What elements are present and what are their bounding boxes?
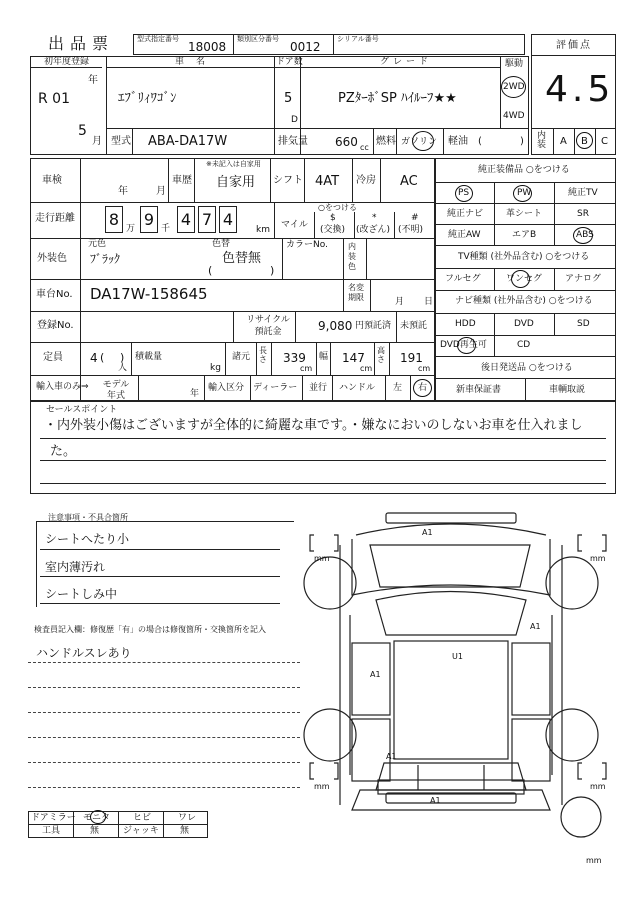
mm-label: mm (590, 782, 606, 791)
height-value: 191 (400, 351, 423, 365)
monitor-circle (90, 810, 106, 824)
fuel-paren-open: ( (478, 136, 482, 147)
registration-label: 登録No. (37, 320, 74, 331)
original-color-label: 元色 (88, 239, 107, 249)
sales-points-box (30, 401, 616, 494)
model-value: ABA-DA17W (148, 134, 228, 149)
equip-sr: SR (577, 209, 589, 219)
mileage-star: * (372, 213, 377, 223)
width-value: 147 (342, 351, 365, 365)
shift-value: 4AT (315, 174, 340, 189)
tv-oneseg: ワンセグ (506, 274, 543, 284)
repaint-paren-open: ( (208, 264, 213, 277)
sales-label: セールスポイント (46, 405, 118, 415)
mm-label: mm (590, 554, 606, 563)
equip-pw-circle (513, 185, 532, 202)
form-title: 出品票 (48, 34, 115, 53)
equip-navi: 純正ナビ (447, 209, 484, 219)
serial-label: シリアル番号 (337, 35, 379, 43)
category-value: 0012 (290, 40, 321, 54)
width-label: 幅 (319, 352, 329, 362)
tool-label: 工具 (42, 826, 61, 836)
navi-cd: CD (517, 340, 531, 350)
navi-dvd-play-circle (457, 337, 476, 354)
first-reg-month: 5 (78, 123, 87, 139)
load-unit: kg (210, 363, 221, 373)
repaint-label: 色替 (212, 239, 231, 249)
title-change-day: 日 (424, 297, 434, 307)
break-header: ワレ (178, 813, 197, 823)
capacity-paren-open: ( (100, 351, 105, 364)
color-no-label: カラーNo. (286, 240, 328, 250)
handle-right: 右 (418, 383, 428, 393)
tv-oneseg-circle (511, 270, 530, 288)
displacement-unit: cc (360, 143, 369, 152)
equip-abs-circle (573, 227, 593, 244)
length-label: 長さ (259, 346, 267, 364)
exterior-color-label: 外装色 (37, 253, 67, 264)
mm-label: mm (314, 554, 330, 563)
title-change-label: 名変期限 (348, 283, 364, 302)
equip-airbag: エアB (512, 230, 537, 240)
load-label: 積載量 (135, 352, 163, 362)
post-manual: 車輌取説 (549, 385, 586, 395)
model-cert-label: 型式指定番号 (137, 35, 179, 43)
chassis-value: DA17W-158645 (90, 285, 208, 303)
note-item: 室内薄汚れ (45, 560, 106, 574)
chassis-label: 車台No. (36, 289, 73, 300)
title-change-month: 月 (395, 297, 405, 307)
fuel-label: 燃料 (376, 136, 396, 147)
equipment-title: 純正装備品 ○をつける (478, 165, 570, 175)
model-label: 型式 (111, 136, 131, 147)
ac-label: 冷房 (356, 175, 376, 186)
mileage-hash: # (411, 213, 419, 223)
inspection-month-unit: 月 (156, 186, 166, 197)
recycle-paid: 円預託済 (355, 321, 392, 331)
tv-fullseg: フルセグ (445, 274, 481, 284)
sales-line-2: た。 (50, 444, 77, 459)
interior-c: C (601, 136, 608, 147)
grade-value: PZﾀｰﾎﾞSP ﾊｲﾙｰﾌ★★ (338, 91, 457, 106)
inspector-label: 検査員記入欄：修復歴「有」の場合は修復箇所・交換箇所を記入 (34, 625, 266, 634)
mileage-digit: 8 (105, 206, 123, 233)
doors-label: ドア数 (276, 57, 303, 67)
recycle-unpaid: 未預託 (400, 321, 428, 331)
crack-header: ヒビ (133, 813, 152, 823)
navi-title: ナビ種類 (社外品含む) ○をつける (455, 296, 593, 306)
mileage-unit-sen: 千 (161, 224, 171, 234)
dims-label: 諸元 (232, 352, 251, 362)
type-label: 車歴 (172, 175, 192, 186)
fuel-gasoline-circle (412, 131, 434, 151)
type-value: 自家用 (216, 175, 256, 190)
damage-mark: A1 (422, 528, 433, 537)
score-label: 評価点 (556, 40, 592, 51)
interior-b: B (581, 136, 588, 147)
equip-ps: PS (458, 188, 470, 198)
inspector-value: ハンドルスレあり (36, 646, 132, 660)
shift-label: シフト (273, 175, 303, 186)
mileage-label: 走行距離 (35, 213, 75, 224)
length-unit: cm (300, 364, 313, 373)
navi-hdd: HDD (455, 319, 476, 329)
drive-2wd: 2WD (503, 82, 525, 92)
model-year-label: モデル年式 (102, 380, 130, 401)
mm-label: mm (314, 782, 330, 791)
mileage-dollar: $ (330, 213, 336, 223)
interior-a: A (560, 136, 567, 147)
damage-mark: A1 (386, 752, 397, 761)
tool-value: 無 (90, 826, 100, 836)
fuel-gasoline: ガソリン (401, 137, 438, 147)
month-unit: 月 (92, 136, 102, 147)
mileage-exchanged: (交換) (320, 225, 346, 235)
tv-analog: アナログ (565, 274, 602, 284)
capacity-paren-close: ) (120, 351, 125, 364)
equip-pw: PW (517, 188, 532, 198)
sales-line-1: ・内外装小傷はございますが全体的に綺麗な車です。・嫌なにおいのしないお車を仕入れまし (44, 418, 583, 433)
inspection-year-unit: 年 (118, 186, 128, 197)
car-name-label: 車名 (175, 57, 218, 67)
score-value: 4.5 (545, 69, 615, 110)
mileage-circle-note: ○をつける (318, 203, 357, 212)
interior-b-circle (576, 132, 593, 149)
mm-label: mm (586, 856, 602, 865)
height-unit: cm (418, 364, 431, 373)
door-suffix: D (291, 115, 298, 125)
length-value: 339 (283, 351, 306, 365)
height-label: 高さ (377, 346, 385, 364)
import-label: 輸入車のみ⇒ (36, 382, 89, 392)
damage-mark: U1 (452, 652, 463, 661)
fuel-diesel: 軽油 (448, 136, 468, 147)
doors-value: 5 (284, 91, 293, 106)
interior-label: 内装 (537, 131, 547, 150)
ac-value: AC (400, 174, 418, 189)
mileage-digit: 9 (140, 206, 158, 233)
tv-title: TV種類 (社外品含む) ○をつける (458, 252, 590, 262)
mileage-unknown: (不明) (398, 225, 424, 235)
inspection-label: 車検 (42, 175, 62, 186)
displacement-label: 排気量 (278, 136, 308, 147)
mileage-digit: 4 (219, 206, 237, 233)
model-cert-value: 18008 (188, 40, 227, 54)
mileage-unit-man: 万 (126, 224, 136, 234)
equip-tv: 純正TV (568, 188, 598, 198)
year-unit: 年 (88, 75, 98, 86)
jack-value: 無 (180, 826, 190, 836)
first-reg-era: R 01 (38, 91, 70, 107)
navi-dvd: DVD (514, 319, 534, 329)
displacement-value: 660 (335, 135, 358, 149)
notes-label: 注意事項・不具合箇所 (48, 513, 128, 522)
private-note: ※未記入は自家用 (206, 160, 261, 168)
capacity-value: 4 (90, 351, 98, 365)
interior-color-label: 内装色 (348, 242, 356, 271)
capacity-label: 定員 (43, 352, 63, 363)
post-title: 後日発送品 ○をつける (481, 363, 573, 373)
equip-ps-circle (455, 185, 473, 202)
drive-4wd: 4WD (503, 111, 525, 121)
fuel-paren-close: ) (520, 136, 524, 147)
first-reg-label: 初年度登録 (44, 57, 90, 67)
damage-mark: A1 (370, 670, 381, 679)
category-label: 類別区分番号 (237, 35, 279, 43)
drive-2wd-circle (501, 76, 526, 98)
navi-dvd-play: DVD再生可 (440, 340, 487, 350)
handle-left: 左 (393, 383, 403, 393)
note-item: シートへたり小 (45, 532, 130, 546)
mileage-mile: マイル (281, 220, 308, 230)
handle-label: ハンドル (339, 383, 376, 393)
post-warranty: 新車保証書 (456, 385, 502, 395)
mirror-header: ドアミラー (31, 813, 76, 823)
repaint-value: 色替無 (222, 251, 262, 266)
original-color-value: ﾌﾞﾗｯｸ (90, 252, 121, 266)
mileage-digit: 7 (198, 206, 216, 233)
handle-right-circle (413, 379, 432, 397)
import-class-label: 輸入区分 (208, 383, 245, 393)
equip-abs: ABS (576, 230, 594, 240)
equip-aw: 純正AW (448, 230, 481, 240)
mileage-modified: (改ざん) (356, 225, 391, 235)
recycle-value: 9,080 (318, 319, 353, 333)
capacity-unit: 人 (118, 363, 128, 373)
car-damage-diagram (300, 505, 620, 875)
width-unit: cm (360, 364, 373, 373)
monitor-header: モニタ (83, 813, 111, 823)
import-parallel: 並行 (309, 383, 328, 393)
equip-leather: 革シート (506, 209, 543, 219)
repaint-paren-close: ) (270, 264, 275, 277)
damage-mark: A1 (530, 622, 541, 631)
model-year-unit: 年 (190, 389, 200, 399)
damage-mark: A1 (430, 796, 441, 805)
navi-sd: SD (577, 319, 590, 329)
jack-label: ジャッキ (123, 826, 159, 836)
note-item: シートしみ中 (45, 587, 118, 601)
recycle-label: リサイクル預託金 (246, 315, 290, 337)
mileage-digit: 4 (177, 206, 195, 233)
drive-label: 駆動 (505, 59, 524, 69)
grade-label: グレード (380, 57, 433, 67)
import-dealer: ディーラー (253, 383, 298, 393)
car-name-value: ｴﾌﾞﾘｨﾜｺﾞﾝ (118, 91, 177, 106)
mileage-unit-km: km (256, 225, 270, 235)
